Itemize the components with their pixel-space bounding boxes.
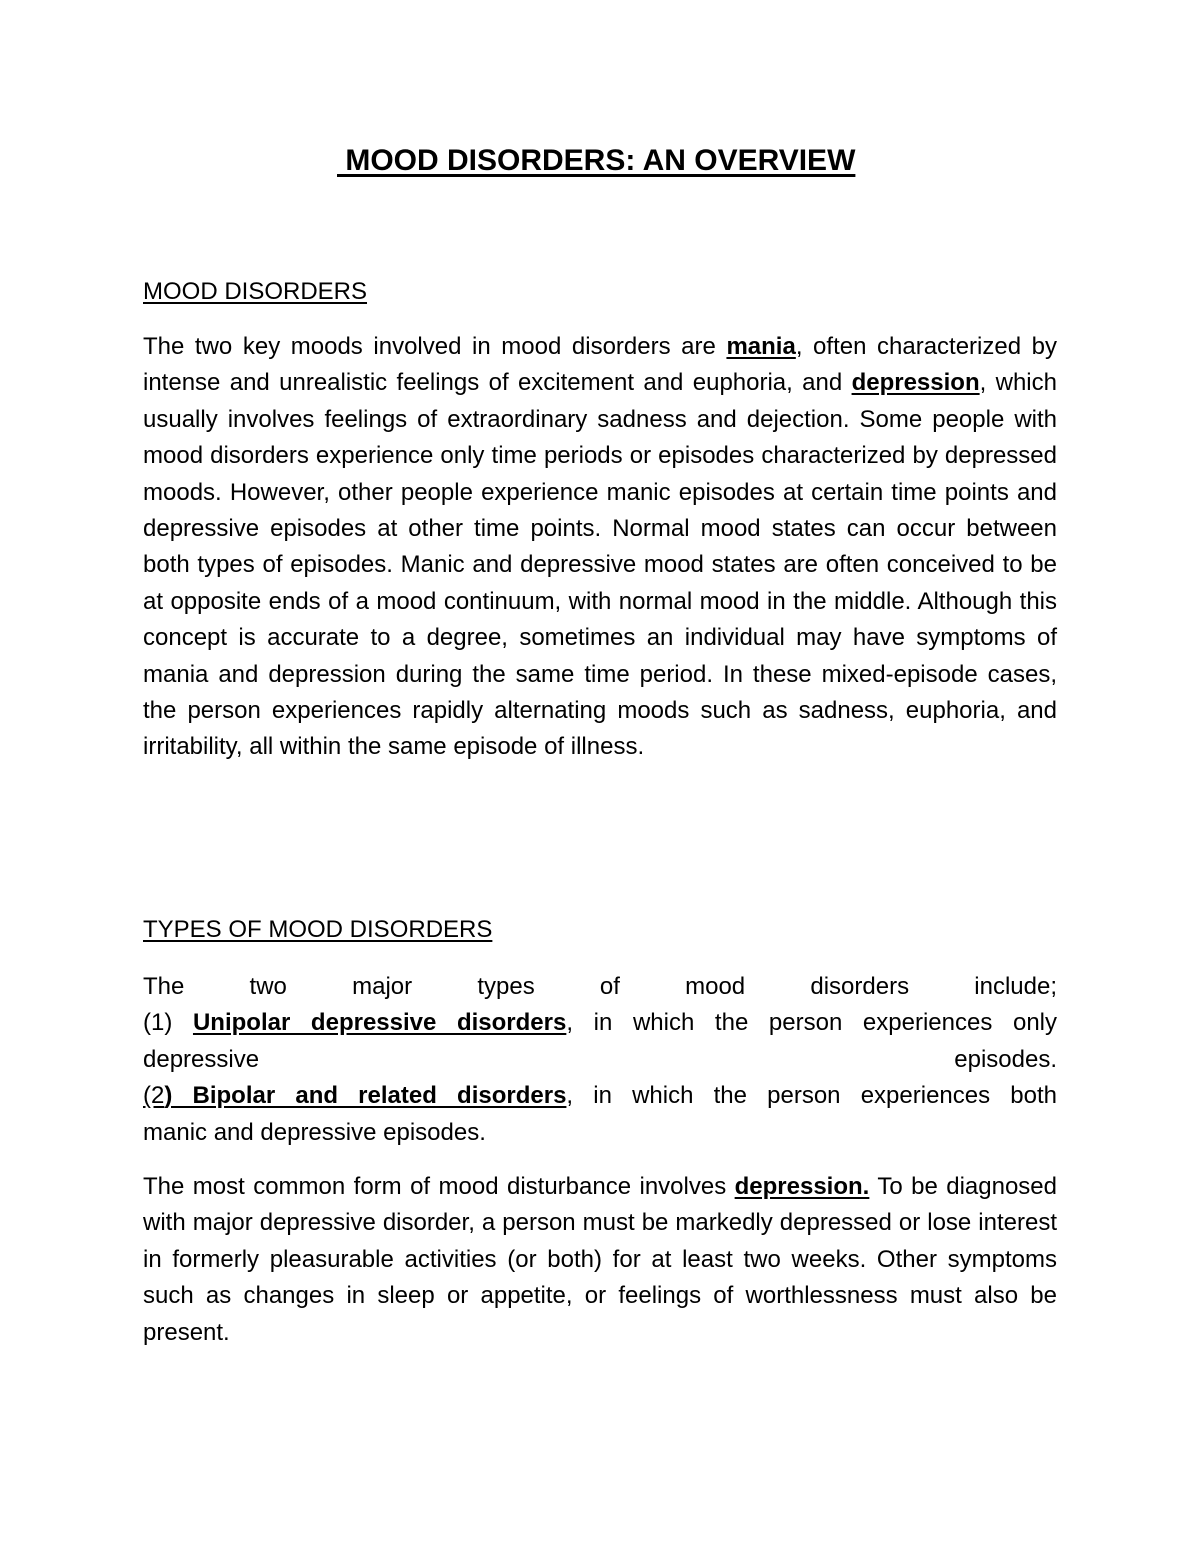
paragraph-text: , which usually involves feelings of extraordinary sadness and dejection. Some people with mood disorders experience only time periods or episodes characterized by depressed moods. However, other people experience manic episodes at certain time points and depressive episodes at other time points. Normal mood states can occur between both types of episodes. Manic and depressive mood states are often conceived to be at opposite ends of a mood continuum, with normal mood in the middle. Although this concept is accurate to a degree, sometimes an individual may have symptoms of mania and depression during the same time period. In these mixed-episode cases, the person experiences rapidly alternating moods such as sadness, euphoria, and irritability, all within the same episode of illness. [143, 369, 1057, 761]
list-item-text: , in which the person experiences both [566, 1082, 1057, 1110]
paragraph-text: To be diagnosed with major depressive disorder, a person must be markedly depressed or lose interest in formerly pleasurable activities (or both) for at least two weeks. Other symptoms such as changes in sleep or appetite, or feelings of worthlessness must also be present. [143, 1173, 1057, 1346]
section-heading-types: TYPES OF MOOD DISORDERS [143, 916, 493, 943]
list-item-bipolar [143, 1078, 1057, 1114]
section-heading-mood-disorders: MOOD DISORDERS [143, 278, 368, 305]
types-intro-line: The two major types of mood disorders include; [143, 973, 1057, 1000]
list-item-bipolar-continued: manic and depressive episodes. [143, 1118, 486, 1146]
list-item-unipolar [143, 1005, 1057, 1041]
paragraph-mood-disorders [143, 329, 1057, 766]
list-item-number: (1) [143, 1009, 193, 1037]
list-item-number: (2 [143, 1082, 165, 1110]
list-item-text: episodes. [954, 1045, 1057, 1073]
list-item-text: , in which the person experiences only [566, 1009, 1057, 1037]
term-mania: mania [726, 333, 796, 360]
list-item-unipolar-continued [143, 1042, 1057, 1078]
document-title: MOOD DISORDERS: AN OVERVIEW [337, 144, 856, 177]
term-depression: depression [851, 369, 980, 397]
paragraph-text: The most common form of mood disturbance involves [143, 1173, 735, 1200]
paragraph-text: , often characterized by intense and unrealistic feelings of excitement and euphoria, and [143, 333, 1058, 397]
paragraph-text: The two key moods involved in mood disorders are [143, 333, 727, 360]
term-depression-2: depression. [734, 1173, 870, 1200]
term-unipolar-depressive-disorders: Unipolar depressive disorders [192, 1009, 567, 1037]
term-bipolar-related-disorders: ) Bipolar and related disorders [164, 1082, 567, 1110]
paragraph-types-list [143, 969, 1057, 1151]
list-item-text: depressive [143, 1045, 260, 1073]
paragraph-most-common-depression [143, 1169, 1057, 1351]
